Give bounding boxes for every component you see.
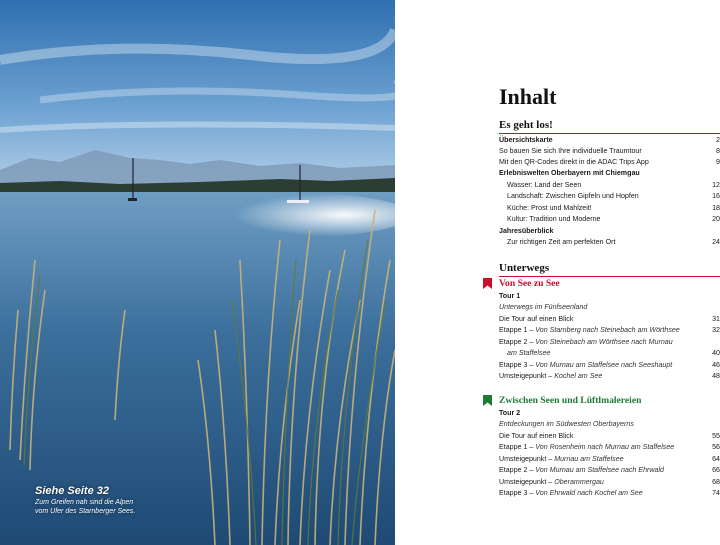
toc-entry-page: 32 — [712, 326, 720, 334]
stage-prefix: Etappe 1 – — [499, 326, 536, 334]
toc-entry[interactable] — [499, 325, 720, 336]
toc-entry-label: Jahresüberblick — [499, 227, 554, 235]
toc-entry-page: 2 — [716, 136, 720, 144]
tour-1-heading[interactable] — [499, 277, 720, 291]
caption-title: Siehe Seite 32 — [35, 485, 109, 497]
toc-entry-label: Die Tour auf einen Blick — [499, 432, 574, 440]
table-of-contents — [499, 0, 720, 545]
caption-line-2: vom Ufer des Starnberger Sees. — [35, 508, 136, 515]
toc-entry-page: 8 — [716, 147, 720, 155]
toc-entry[interactable] — [499, 360, 720, 371]
toc-entry-page: 74 — [712, 489, 720, 497]
tour-label-text: Tour 2 — [499, 409, 521, 417]
stage-prefix: Umsteigepunkt – — [499, 372, 555, 380]
tour-subtitle-text: Unterwegs im Fünfseenland — [499, 303, 588, 311]
toc-entry[interactable] — [499, 237, 720, 248]
stage-prefix: Etappe 3 – — [499, 361, 536, 369]
stage-route: Von Ehrwald nach Kochel am See — [535, 489, 643, 497]
stage-route-continued: am Staffelsee — [507, 349, 551, 357]
toc-group-heading — [499, 226, 720, 237]
stage-route: Von Steinebach am Wörthsee nach Murnau — [535, 338, 673, 346]
stage-route: Oberammergau — [554, 478, 604, 486]
toc-entry-label: So bauen Sie sich Ihre individuelle Traumtour — [499, 147, 642, 155]
toc-entry-page: 12 — [712, 181, 720, 189]
toc-entry[interactable] — [499, 157, 720, 168]
toc-entry-page: 20 — [712, 215, 720, 223]
tour-2-heading[interactable] — [499, 394, 720, 408]
toc-entry[interactable] — [499, 135, 720, 146]
caption-line-1: Zum Greifen nah sind die Alpen — [35, 499, 134, 506]
tour-subtitle — [499, 302, 720, 313]
toc-entry-label: Übersichtskarte — [499, 136, 553, 144]
stage-route: Von Murnau am Staffelsee nach Seeshaupt — [535, 361, 673, 369]
stage-prefix: Etappe 3 – — [499, 489, 536, 497]
stage-prefix: Umsteigepunkt – — [499, 478, 555, 486]
stage-route: Von Murnau am Staffelsee nach Ehrwald — [535, 466, 664, 474]
section-heading-unterwegs: Unterwegs — [499, 262, 550, 274]
tour-label — [499, 408, 720, 419]
toc-entry[interactable] — [499, 442, 720, 453]
toc-entry-page: 66 — [712, 466, 720, 474]
tour-2-title: Zwischen Seen und Lüftlmalereien — [499, 395, 642, 406]
toc-entry[interactable] — [499, 180, 720, 191]
page-title: Inhalt — [499, 84, 557, 109]
stage-prefix: Etappe 2 – — [499, 466, 536, 474]
toc-group-heading — [499, 168, 720, 179]
toc-entry-page: 46 — [712, 361, 720, 369]
photo-caption — [35, 484, 135, 516]
stage-route: Von Starnberg nach Steinebach am Wörthsee — [535, 326, 680, 334]
stage-prefix: Etappe 2 – — [499, 338, 536, 346]
toc-entry-label: Landschaft: Zwischen Gipfeln und Hopfen — [507, 192, 639, 200]
tour-subtitle — [499, 419, 720, 430]
stage-prefix: Etappe 1 – — [499, 443, 536, 451]
tour-1-title: Von See zu See — [499, 278, 560, 289]
stage-route: Von Rosenheim nach Murnau am Staffelsee — [535, 443, 675, 451]
toc-entry-page: 56 — [712, 443, 720, 451]
toc-entry-page: 68 — [712, 478, 720, 486]
section-heading-es-geht-los: Es geht los! — [499, 119, 553, 131]
toc-entry[interactable] — [499, 214, 720, 225]
bookmark-flag-icon — [483, 395, 492, 406]
toc-entry-label: Mit den QR-Codes direkt in die ADAC Trips App — [499, 158, 649, 166]
toc-entry-page: 18 — [712, 204, 720, 212]
toc-entry-page: 64 — [712, 455, 720, 463]
toc-entry-label: Erlebniswelten Oberbayern mit Chiemgau — [499, 169, 640, 177]
toc-entry[interactable] — [499, 203, 720, 214]
stage-route: Kochel am See — [554, 372, 603, 380]
toc-entry[interactable] — [499, 488, 720, 499]
toc-entry-label: Küche: Prost und Mahlzeit! — [507, 204, 592, 212]
toc-entry-page: 16 — [712, 192, 720, 200]
toc-entry-label: Zur richtigen Zeit am perfekten Ort — [507, 238, 616, 246]
toc-entry[interactable] — [499, 314, 720, 325]
stage-route: Murnau am Staffelsee — [554, 455, 624, 463]
bookmark-flag-icon — [483, 278, 492, 289]
tour-subtitle-text: Entdeckungen im Südwesten Oberbayerns — [499, 420, 634, 428]
toc-entry[interactable] — [499, 454, 720, 465]
toc-entry-label: Wasser: Land der Seen — [507, 181, 582, 189]
tour-label-text: Tour 1 — [499, 292, 521, 300]
toc-entry-page: 9 — [716, 158, 720, 166]
toc-entry-page: 55 — [712, 432, 720, 440]
toc-entry[interactable] — [499, 371, 720, 382]
tour-label — [499, 291, 720, 302]
toc-entry[interactable] — [499, 477, 720, 488]
section-divider — [499, 133, 720, 134]
toc-entry[interactable] — [499, 465, 720, 476]
stage-prefix: Umsteigepunkt – — [499, 455, 555, 463]
toc-entry[interactable] — [499, 191, 720, 202]
toc-entry-continuation[interactable] — [499, 348, 720, 359]
toc-entry[interactable] — [499, 337, 720, 348]
toc-entry-page: 24 — [712, 238, 720, 246]
toc-entry-page: 31 — [712, 315, 720, 323]
toc-entry-page: 48 — [712, 372, 720, 380]
toc-entry[interactable] — [499, 146, 720, 157]
toc-entry-label: Die Tour auf einen Blick — [499, 315, 574, 323]
toc-entry[interactable] — [499, 431, 720, 442]
toc-entry-page: 40 — [712, 349, 720, 357]
toc-entry-label: Kultur: Tradition und Moderne — [507, 215, 601, 223]
